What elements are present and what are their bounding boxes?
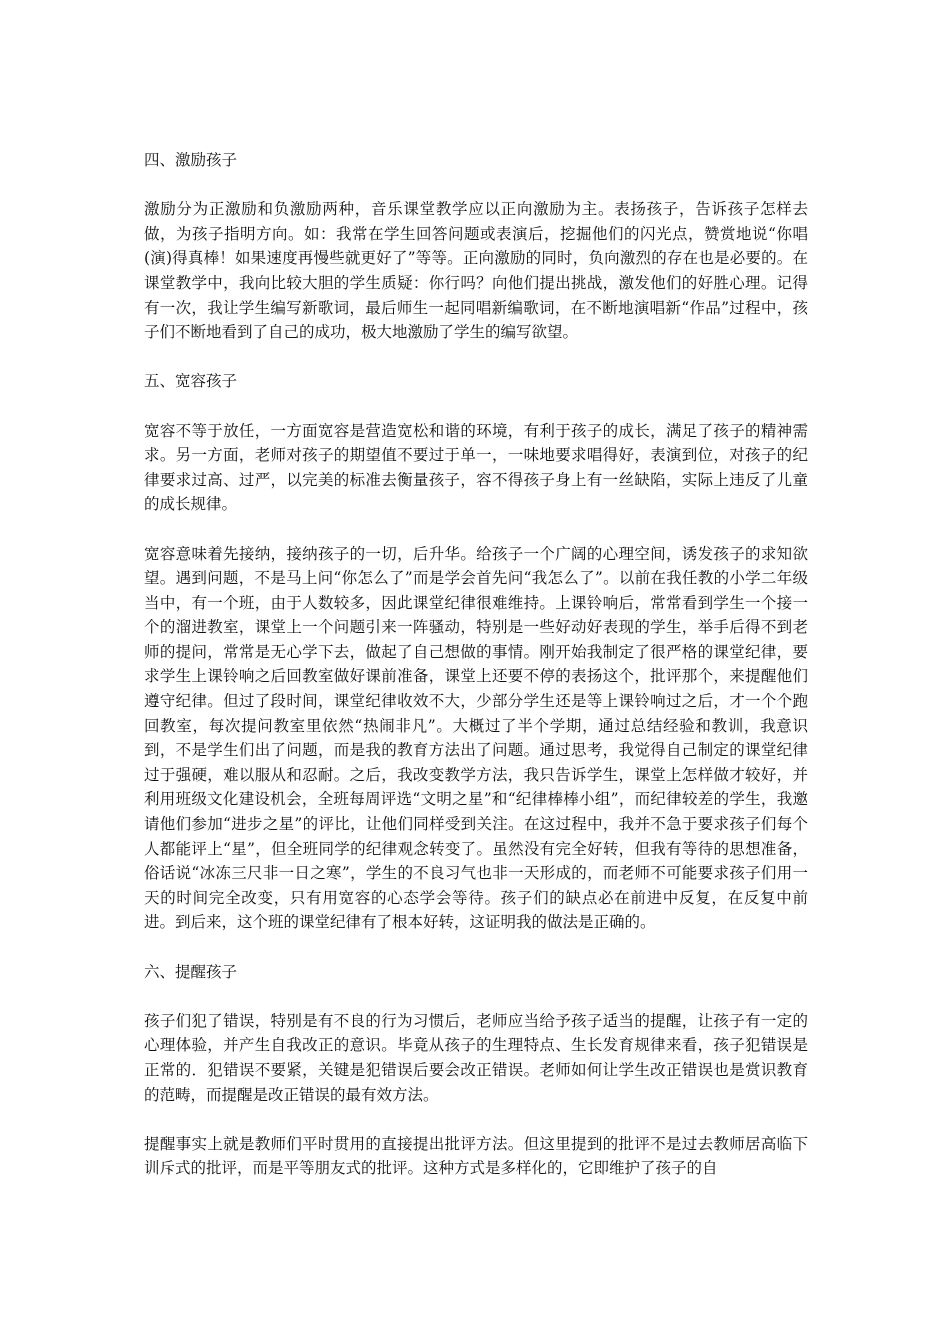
paragraph-motivate-1: 激励分为正激励和负激励两种，音乐课堂教学应以正向激励为主。表扬孩子，告诉孩子怎样去做，为孩子指明方向。如：我常在学生回答问题或表演后，挖掘他们的闪光点，赞赏地说“你唱(演)得真棒！如果速度再慢些就更好了”等等。正向激励的同时，负向激烈的存在也是必要的。在课堂教学中，我向比较大胆的学生质疑：你行吗？向他们提出挑战，激发他们的好胜心理。记得有一次，我让学生编写新歌词，最后师生一起同唱新编歌词，在不断地演唱新“作品”过程中，孩子们不断地看到了自己的成功，极大地激励了学生的编写欲望。 [144,200,808,342]
paragraph-tolerate-1: 宽容不等于放任，一方面宽容是营造宽松和谐的环境，有利于孩子的成长，满足了孩子的精神需求。另一方面，老师对孩子的期望值不要过于单一，一味地要求唱得好，表演到位，对孩子的纪律要求过高、过严，以完美的标准去衡量孩子，容不得孩子身上有一丝缺陷，实际上违反了儿童的成长规律。 [144,421,808,514]
document-body [144,148,808,1181]
paragraph-tolerate-2: 宽容意味着先接纳，接纳孩子的一切，后升华。给孩子一个广阔的心理空间，诱发孩子的求知欲望。遇到问题，不是马上问“你怎么了”而是学会首先问“我怎么了”。以前在我任教的小学二年级当中，有一个班，由于人数较多，因此课堂纪律很难维持。上课铃响后，常常看到学生一个接一个的溜进教室，课堂上一个问题引来一阵骚动，特别是一些好动好表现的学生，举手后得不到老师的提问，常常是无心学下去，做起了自己想做的事情。刚开始我制定了很严格的课堂纪律，要求学生上课铃响之后回教室做好课前准备，课堂上还要不停的表扬这个，批评那个，来提醒他们遵守纪律。但过了段时间，课堂纪律收效不大，少部分学生还是等上课铃响过之后，才一个个跑回教室，每次提问教室里依然“热闹非凡”。大概过了半个学期，通过总结经验和教训，我意识到，不是学生们出了问题，而是我的教育方法出了问题。通过思考，我觉得自己制定的课堂纪律过于强硬，难以服从和忍耐。之后，我改变教学方法，我只告诉学生，课堂上怎样做才较好，并利用班级文化建设机会，全班每周评选“文明之星”和“纪律棒棒小组”，而纪律较差的学生，我邀请他们参加“进步之星”的评比，让他们同样受到关注。在这过程中，我并不急于要求孩子们每个人都能评上“星”，但全班同学的纪律观念转变了。虽然没有完全好转，但我有等待的思想准备，俗话说“冰冻三尺非一日之寒”，学生的不良习气也非一天形成的，而老师不可能要求孩子们用一天的时间完全改变，只有用宽容的心态学会等待。孩子们的缺点必在前进中反复，在反复中前进。到后来，这个班的课堂纪律有了根本好转，这证明我的做法是正确的。 [144,544,808,932]
paragraph-remind-1: 孩子们犯了错误，特别是有不良的行为习惯后，老师应当给予孩子适当的提醒，让孩子有一定的心理体验，并产生自我改正的意识。毕竟从孩子的生理特点、生长发育规律来看，孩子犯错误是正常的．犯错误不要紧，关键是犯错误后要会改正错误。老师如何让学生改正错误也是赏识教育的范畴，而提醒是改正错误的最有效方法。 [144,1011,808,1104]
paragraph-remind-2: 提醒事实上就是教师们平时贯用的直接提出批评方法。但这里提到的批评不是过去教师居高临下训斥式的批评，而是平等朋友式的批评。这种方式是多样化的，它即维护了孩子的自 [144,1134,808,1178]
section-heading-remind: 六、提醒孩子 [144,962,238,981]
section-heading-motivate: 四、激励孩子 [144,151,238,169]
section-heading-tolerate: 五、宽容孩子 [144,372,238,391]
